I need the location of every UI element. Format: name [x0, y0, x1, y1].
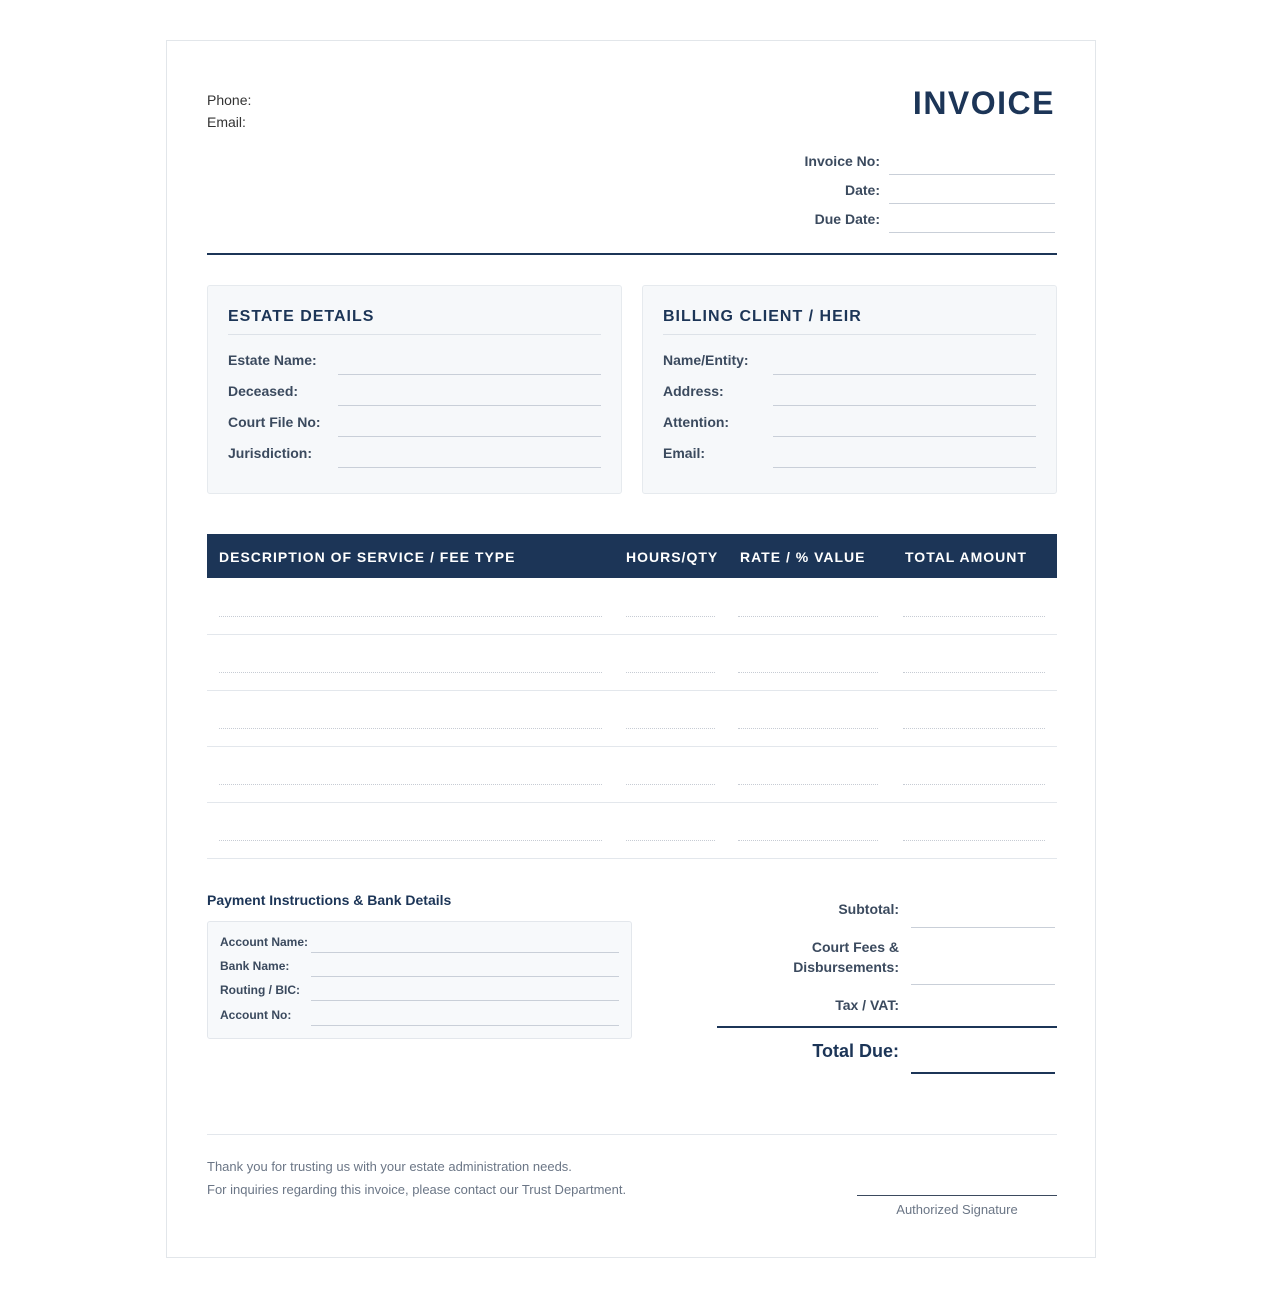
- jurisdiction-label: Jurisdiction:: [228, 445, 313, 461]
- invoice-title: INVOICE: [912, 85, 1055, 121]
- signature-line[interactable]: [857, 1195, 1057, 1196]
- items-table-header: [207, 534, 1057, 578]
- table-row: [207, 634, 1057, 691]
- court-fees-label: [793, 937, 899, 977]
- signature-label: Authorized Signature: [896, 1202, 1018, 1217]
- name-entity-row: [663, 345, 1036, 376]
- total-amount-cell[interactable]: [903, 672, 1045, 673]
- routing-bic-row: [220, 977, 619, 1001]
- date-label: Date:: [844, 182, 880, 198]
- name-entity-field[interactable]: [773, 374, 1036, 375]
- email-label: Email:: [207, 114, 246, 130]
- jurisdiction-field[interactable]: [338, 467, 601, 468]
- rate-cell[interactable]: [738, 672, 878, 673]
- table-row: [207, 746, 1057, 803]
- rate-cell[interactable]: [738, 728, 878, 729]
- address-row: [663, 376, 1036, 407]
- total-amount-cell[interactable]: [903, 840, 1045, 841]
- name-entity-label: Name/Entity:: [663, 352, 749, 368]
- hours-qty-cell[interactable]: [626, 672, 715, 673]
- hours-qty-cell[interactable]: [626, 840, 715, 841]
- court-fees-label-line2: Disbursements:: [793, 959, 899, 975]
- company-contact: [207, 89, 251, 133]
- footer-thanks-text: Thank you for trusting us with your estate administration needs.: [207, 1159, 572, 1174]
- col-hours-qty: HOURS/QTY: [626, 549, 719, 565]
- rate-cell[interactable]: [738, 784, 878, 785]
- rate-cell[interactable]: [738, 840, 878, 841]
- account-no-label: Account No:: [220, 1008, 292, 1022]
- phone-label: Phone:: [207, 92, 252, 108]
- rate-cell[interactable]: [738, 616, 878, 617]
- invoice-page: [166, 40, 1096, 1258]
- footer-inquiries-text: For inquiries regarding this invoice, please contact our Trust Department.: [207, 1182, 627, 1197]
- billing-title-rule: [663, 334, 1036, 335]
- invoice-no-label: Invoice No:: [804, 153, 880, 169]
- header-divider: [207, 253, 1057, 255]
- court-fees-field[interactable]: [911, 984, 1055, 985]
- attention-field[interactable]: [773, 436, 1036, 437]
- payment-instructions-title: Payment Instructions & Bank Details: [207, 892, 452, 908]
- totals-divider: [717, 1026, 1057, 1028]
- total-due-label: Total Due:: [812, 1041, 899, 1061]
- total-amount-cell[interactable]: [903, 784, 1045, 785]
- deceased-label: Deceased:: [228, 383, 299, 399]
- footer-note: [207, 1155, 626, 1201]
- address-field[interactable]: [773, 405, 1036, 406]
- table-row: [207, 690, 1057, 747]
- description-cell[interactable]: [219, 840, 602, 841]
- court-file-no-label: Court File No:: [228, 414, 321, 430]
- account-no-row: [220, 1002, 619, 1026]
- subtotal-field[interactable]: [911, 927, 1055, 928]
- bank-details-box: [207, 921, 632, 1039]
- estate-title-rule: [228, 334, 601, 335]
- jurisdiction-row: [228, 438, 601, 469]
- court-file-no-row: [228, 407, 601, 438]
- tax-vat-label: Tax / VAT:: [835, 997, 899, 1013]
- court-fees-label-line1: Court Fees &: [811, 939, 899, 955]
- attention-label: Attention:: [663, 414, 730, 430]
- account-name-row: [220, 929, 619, 953]
- bank-name-label: Bank Name:: [220, 959, 290, 973]
- billing-email-row: [663, 438, 1036, 469]
- col-rate: RATE / % VALUE: [740, 549, 866, 565]
- account-name-label: Account Name:: [220, 935, 309, 949]
- bank-name-row: [220, 953, 619, 977]
- routing-bic-field[interactable]: [311, 1000, 619, 1001]
- estate-details-title: ESTATE DETAILS: [228, 308, 375, 325]
- estate-details-box: [207, 285, 622, 494]
- estate-name-field[interactable]: [338, 374, 601, 375]
- description-cell[interactable]: [219, 728, 602, 729]
- date-row: [755, 175, 1055, 204]
- billing-client-box: [642, 285, 1057, 494]
- billing-email-label: Email:: [663, 445, 706, 461]
- total-amount-cell[interactable]: [903, 616, 1045, 617]
- due-date-row: [755, 204, 1055, 233]
- subtotal-label: Subtotal:: [838, 901, 899, 917]
- deceased-field[interactable]: [338, 405, 601, 406]
- description-cell[interactable]: [219, 672, 602, 673]
- billing-email-field[interactable]: [773, 467, 1036, 468]
- description-cell[interactable]: [219, 616, 602, 617]
- footer-divider: [207, 1134, 1057, 1135]
- hours-qty-cell[interactable]: [626, 616, 715, 617]
- hours-qty-cell[interactable]: [626, 728, 715, 729]
- table-row: [207, 578, 1057, 635]
- routing-bic-label: Routing / BIC:: [220, 983, 300, 997]
- court-file-no-field[interactable]: [338, 436, 601, 437]
- estate-name-row: [228, 345, 601, 376]
- invoice-no-row: [755, 146, 1055, 175]
- col-description: DESCRIPTION OF SERVICE / FEE TYPE: [219, 549, 516, 565]
- total-due-field[interactable]: [911, 1072, 1055, 1074]
- due-date-field[interactable]: [889, 231, 1055, 233]
- address-label: Address:: [663, 383, 724, 399]
- estate-name-label: Estate Name:: [228, 352, 317, 368]
- attention-row: [663, 407, 1036, 438]
- table-row: [207, 802, 1057, 859]
- billing-client-title: BILLING CLIENT / HEIR: [663, 308, 862, 325]
- hours-qty-cell[interactable]: [626, 784, 715, 785]
- total-amount-cell[interactable]: [903, 728, 1045, 729]
- deceased-row: [228, 376, 601, 407]
- description-cell[interactable]: [219, 784, 602, 785]
- col-total-amount: TOTAL AMOUNT: [905, 549, 1027, 565]
- due-date-label: Due Date:: [814, 211, 880, 227]
- account-no-field[interactable]: [311, 1025, 619, 1026]
